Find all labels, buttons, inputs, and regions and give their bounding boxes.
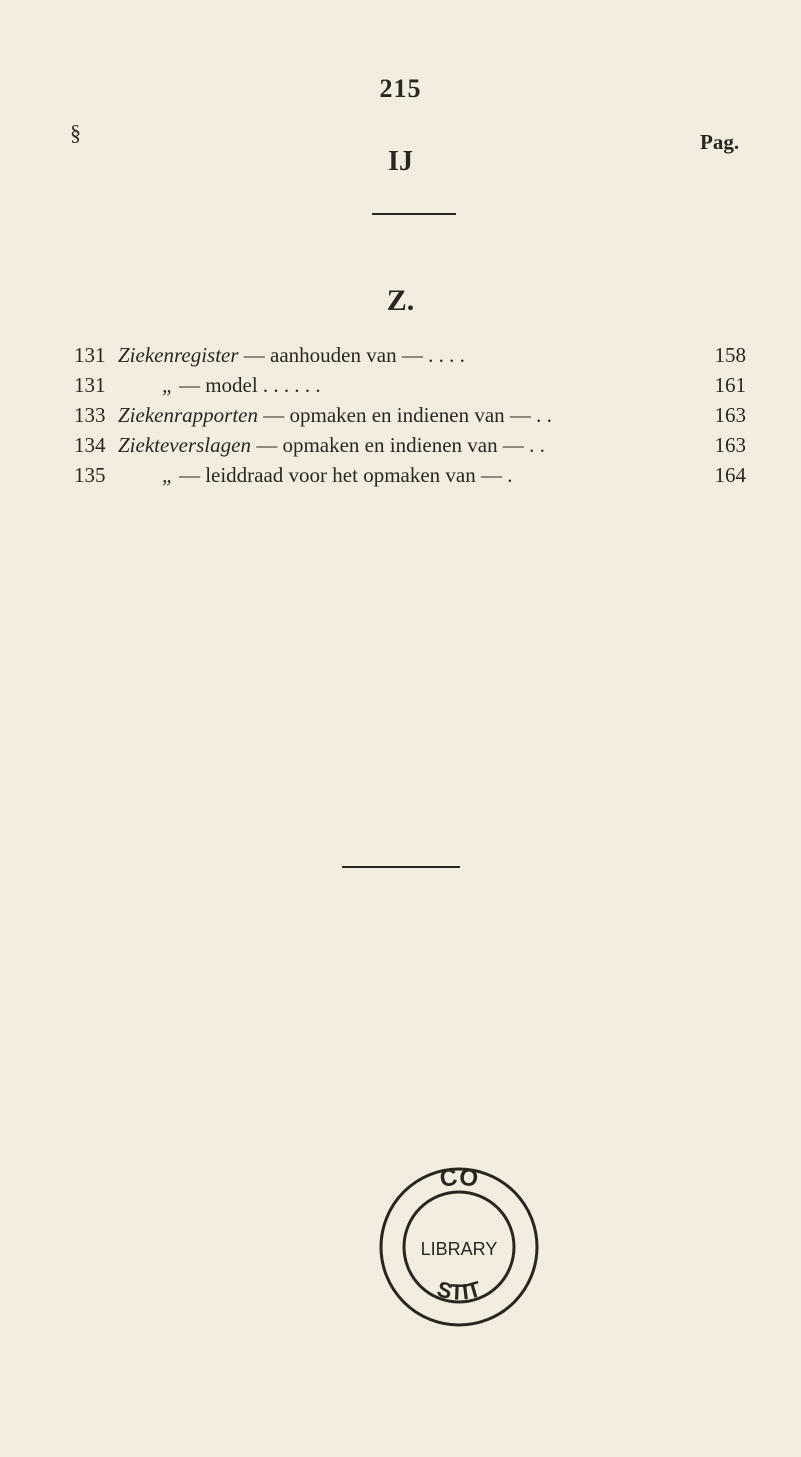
entry-text: — leiddraad voor het opmaken van — . bbox=[178, 463, 513, 487]
entry-content bbox=[118, 400, 552, 430]
entry-content bbox=[118, 340, 465, 370]
index-entry bbox=[74, 460, 746, 490]
letter-heading-ij: IJ bbox=[388, 146, 413, 177]
entry-page-number: 161 bbox=[714, 373, 746, 397]
entry-section-number: 133 bbox=[74, 403, 106, 427]
stamp-top-text: CO bbox=[438, 1163, 480, 1193]
entry-content bbox=[118, 370, 321, 400]
entry-text: — opmaken en indienen van — . . bbox=[263, 403, 552, 427]
svg-text:STIT bbox=[434, 1276, 484, 1305]
entry-term: „ bbox=[162, 373, 174, 397]
entry-content bbox=[118, 430, 545, 460]
entry-section-number: 135 bbox=[74, 463, 106, 487]
closing-rule bbox=[342, 866, 460, 868]
entry-term: Ziekenregister bbox=[118, 343, 239, 367]
index-entry bbox=[74, 340, 746, 370]
index-entry bbox=[74, 370, 746, 400]
letter-heading-z: Z. bbox=[386, 284, 415, 317]
stamp-middle-text: LIBRARY bbox=[420, 1239, 498, 1259]
entry-page-number: 163 bbox=[714, 433, 746, 457]
library-stamp bbox=[367, 1155, 551, 1339]
index-entry bbox=[74, 400, 746, 430]
index-entries bbox=[74, 340, 746, 490]
page-number: 215 bbox=[379, 74, 422, 103]
entry-text: — model . . . . . . bbox=[178, 373, 321, 397]
entry-term: Ziekteverslagen bbox=[118, 433, 251, 457]
entry-term: Ziekenrapporten bbox=[118, 403, 258, 427]
entry-page-number: 164 bbox=[714, 463, 746, 487]
stamp-bottom-text: STIT bbox=[434, 1276, 484, 1305]
entry-section-number: 134 bbox=[74, 433, 106, 457]
entry-text: — opmaken en indienen van — . . bbox=[256, 433, 545, 457]
separator-rule bbox=[372, 213, 456, 215]
entry-section-number: 131 bbox=[74, 373, 106, 397]
entry-section-number: 131 bbox=[74, 343, 106, 367]
entry-page-number: 163 bbox=[714, 403, 746, 427]
section-symbol: § bbox=[70, 120, 81, 145]
pag-column-label: Pag. bbox=[700, 130, 740, 154]
entry-text: — aanhouden van — . . . . bbox=[243, 343, 465, 367]
index-entry bbox=[74, 430, 746, 460]
entry-content bbox=[118, 460, 513, 490]
entry-page-number: 158 bbox=[714, 343, 746, 367]
entry-term: „ bbox=[162, 463, 174, 487]
